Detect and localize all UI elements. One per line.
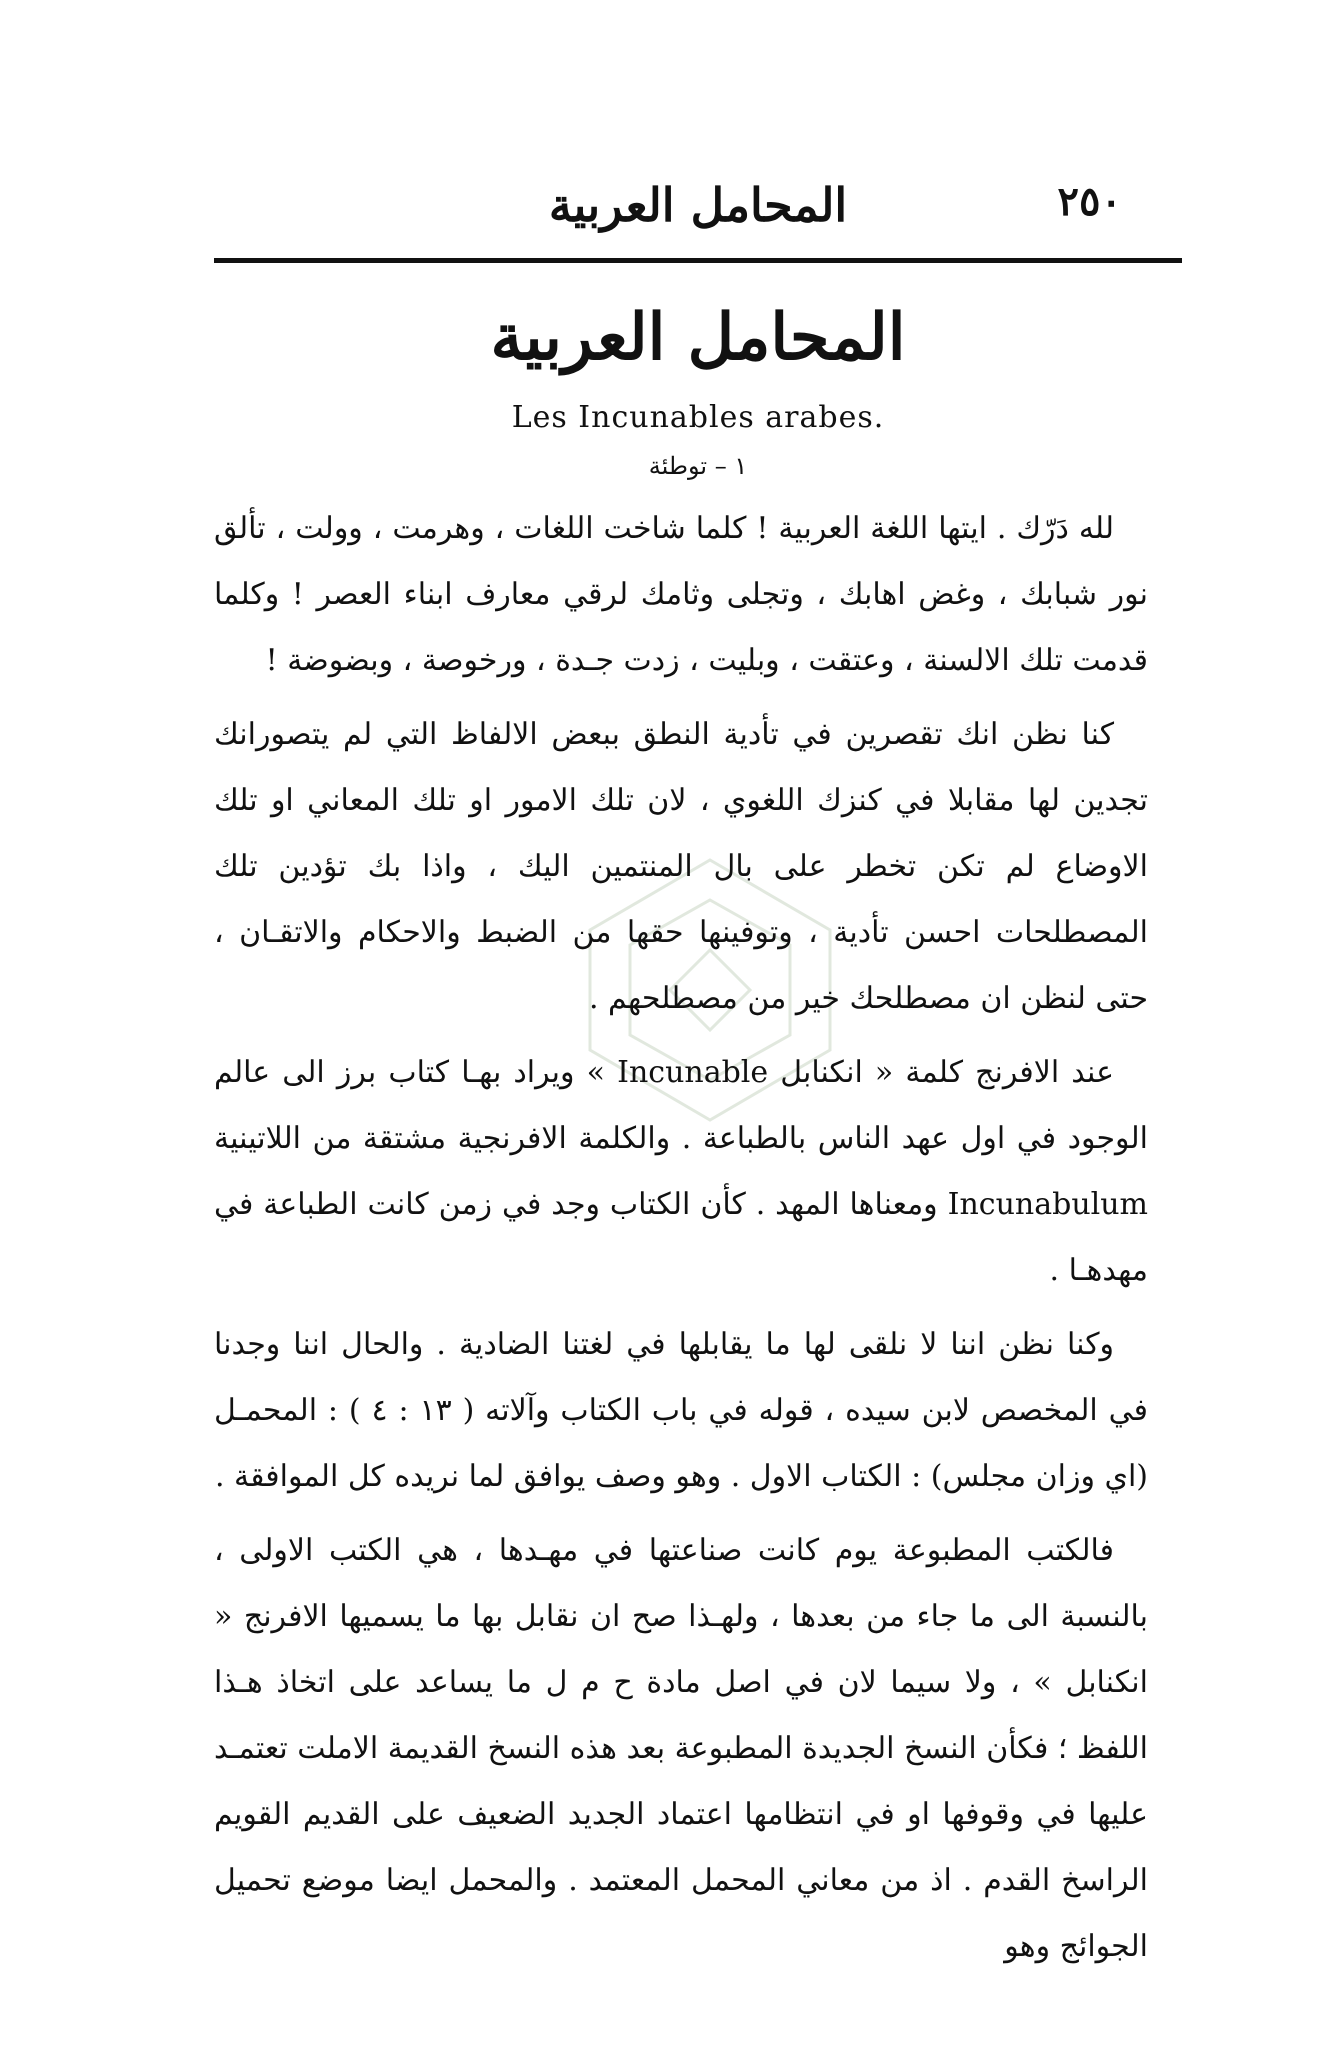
header-rule (214, 258, 1182, 263)
article-title: المحامل العربية (490, 300, 906, 375)
article-body (214, 496, 1148, 1988)
paragraph: وكنا نظن اننا لا نلقى لها ما يقابلها في لغتنا الضادية . والحال اننا وجدنا في المخصص لابن سيده ، قوله في باب الكتاب وآلاته ( ١٣ : ٤ ) : المحمـل (اي وزان مجلس) : الكتاب الاول . وهو وصف يوافق لما نريده كل الموافقة . (214, 1327, 1148, 1494)
running-header (214, 178, 1182, 248)
paragraph: عند الافرنج كلمة « انكنابل Incunable » ويراد بهـا كتاب برز الى عالم الوجود في اول عهد الناس بالطباعة . والكلمة الافرنجية مشتقة من اللاتينية Incunabulum ومعناها المهد . كأن الكتاب وجد في زمن كانت الطباعة في مهدهـا . (214, 1055, 1148, 1288)
article-subtitle: Les Incunables arabes. (511, 400, 885, 435)
page-number: ٢٥٠ (1057, 178, 1122, 225)
section-heading: ١ – توطئة (648, 452, 748, 480)
running-title: المحامل العربية (548, 178, 848, 232)
paragraph: كنا نظن انك تقصرين في تأدية النطق ببعض الالفاظ التي لم يتصورانك تجدين لها مقابلا في كنزك اللغوي ، لان تلك الامور او تلك المعاني او تلك الاوضاع لم تكن تخطر على بال المنتمين اليك ، واذا بك تؤدين تلك المصطلحات احسن تأدية ، وتوفينها حقها من الضبط والاحكام والاتقـان ، حتى لنظن ان مصطلحك خير من مصطلحهم . (214, 717, 1148, 1016)
paragraph: لله دَرّك . ايتها اللغة العربية ! كلما شاخت اللغات ، وهرمت ، وولت ، تألق نور شبابك ، وغض اهابك ، وتجلى وثامك لرقي معارف ابناء العصر ! وكلما قدمت تلك الالسنة ، وعتقت ، وبليت ، زدت جـدة ، ورخوصة ، وبضوضة ! (214, 511, 1148, 678)
paragraph: فالكتب المطبوعة يوم كانت صناعتها في مهـدها ، هي الكتب الاولى ، بالنسبة الى ما جاء من بعدها ، ولهـذا صح ان نقابل بها ما يسميها الافرنج « انكنابل » ، ولا سيما لان في اصل مادة ح م ل ما يساعد على اتخاذ هـذا اللفظ ؛ فكأن النسخ الجديدة المطبوعة بعد هذه النسخ القديمة الاملت تعتمـد عليها في وقوفها او في انتظامها اعتماد الجديد الضعيف على القديم القويم الراسخ القدم . اذ من معاني المحمل المعتمد . والمحمل ايضا موضع تحميل الجوائج وهو (214, 1533, 1148, 1964)
